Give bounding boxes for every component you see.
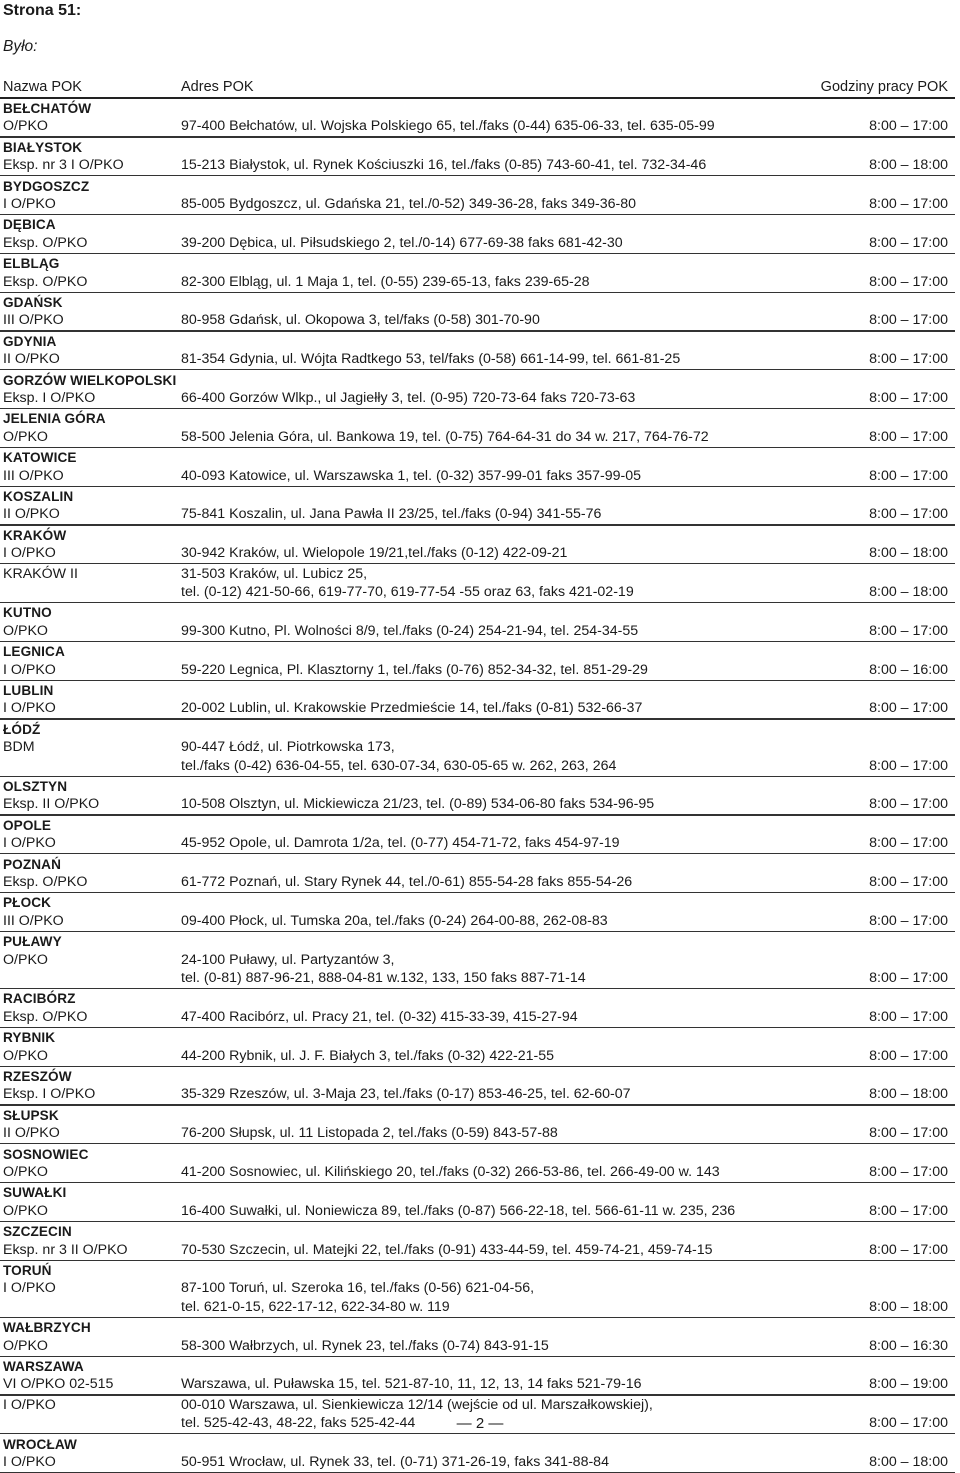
city-heading: BIAŁYSTOK	[3, 139, 83, 155]
city-heading: ŁÓDŹ	[3, 721, 41, 737]
row-divider	[0, 1104, 955, 1105]
pok-name: O/PKO	[3, 1202, 48, 1219]
pok-hours: 8:00 – 18:00	[869, 157, 948, 174]
row-divider	[0, 136, 955, 137]
pok-address: 66-400 Gorzów Wlkp., ul Jagiełły 3, tel. (0-95) 720-73-64 faks 720-73-63	[181, 390, 636, 406]
city-heading: RACIBÓRZ	[3, 991, 76, 1007]
pok-address: Warszawa, ul. Puławska 15, tel. 521-87-10, 11, 12, 13, 14 faks 521-79-16	[181, 1376, 642, 1393]
pok-hours: 8:00 – 17:00	[869, 1008, 948, 1025]
city-heading: TORUŃ	[3, 1263, 52, 1278]
pok-name: III O/PKO	[3, 467, 64, 484]
row-divider	[0, 1356, 955, 1357]
pok-name: BDM	[3, 739, 35, 756]
row-divider	[0, 892, 955, 893]
pok-address: tel. 525-42-43, 48-22, faks 525-42-44	[181, 1415, 416, 1432]
row-divider	[0, 330, 955, 331]
pok-hours: 8:00 – 17:00	[869, 835, 948, 852]
pok-address: 45-952 Opole, ul. Damrota 1/2a, tel. (0-77) 454-71-72, faks 454-97-19	[181, 835, 620, 852]
pok-address: tel. (0-12) 421-50-66, 619-77-70, 619-77-54 -55 oraz 63, faks 421-02-19	[181, 584, 634, 600]
pok-hours: 8:00 – 17:00	[869, 1415, 948, 1432]
pok-address: 15-213 Białystok, ul. Rynek Kościuszki 16, tel./faks (0-85) 743-60-41, tel. 732-34-46	[181, 157, 707, 174]
city-heading: BYDGOSZCZ	[3, 178, 90, 194]
pok-address: 20-002 Lublin, ul. Krakowskie Przedmieście 14, tel./faks (0-81) 532-66-37	[181, 700, 643, 717]
row-divider	[0, 1317, 955, 1318]
pok-hours: 8:00 – 19:00	[869, 1376, 948, 1393]
city-heading: KUTNO	[3, 605, 52, 621]
row-divider	[0, 931, 955, 932]
pok-name: KRAKÓW II	[3, 565, 78, 582]
pok-address: 10-508 Olsztyn, ul. Mickiewicza 21/23, tel. (0-89) 534-06-80 faks 534-96-95	[181, 796, 655, 813]
pok-address: 00-010 Warszawa, ul. Sienkiewicza 12/14 (wejście od ul. Marszałkowskiej),	[181, 1396, 653, 1413]
column-header-hours: Godziny pracy POK	[820, 79, 948, 95]
pok-hours: 8:00 – 17:00	[869, 1202, 948, 1219]
pok-hours: 8:00 – 17:00	[869, 912, 948, 929]
pok-hours: 8:00 – 17:00	[869, 796, 948, 813]
pok-hours: 8:00 – 17:00	[869, 196, 948, 212]
row-divider	[0, 486, 955, 487]
city-heading: GORZÓW WIELKOPOLSKI	[3, 372, 177, 388]
pok-address: 59-220 Legnica, Pl. Klasztorny 1, tel./faks (0-76) 852-34-32, tel. 851-29-29	[181, 661, 648, 678]
pok-hours: 8:00 – 17:00	[869, 970, 948, 986]
pok-name: II O/PKO	[3, 1125, 60, 1142]
pok-name: III O/PKO	[3, 912, 64, 929]
pok-name: I O/PKO	[3, 545, 56, 562]
city-heading: ELBLĄG	[3, 256, 60, 272]
city-heading: WARSZAWA	[3, 1359, 84, 1374]
pok-address: 75-841 Koszalin, ul. Jana Pawła II 23/25, tel./faks (0-94) 341-55-76	[181, 506, 602, 523]
pok-name: I O/PKO	[3, 1280, 56, 1297]
city-heading: KOSZALIN	[3, 489, 74, 504]
pok-hours: 8:00 – 17:00	[869, 351, 948, 368]
city-heading: SZCZECIN	[3, 1224, 72, 1240]
city-heading: BEŁCHATÓW	[3, 101, 92, 116]
city-heading: OLSZTYN	[3, 779, 68, 794]
row-divider	[0, 214, 955, 215]
city-heading: POZNAŃ	[3, 856, 61, 872]
row-divider	[0, 1143, 955, 1144]
pok-name: O/PKO	[3, 951, 48, 968]
row-divider	[0, 253, 955, 254]
pok-hours: 8:00 – 18:00	[869, 545, 948, 562]
pok-hours: 8:00 – 17:00	[869, 622, 948, 639]
city-heading: SŁUPSK	[3, 1107, 59, 1123]
pok-hours: 8:00 – 18:00	[869, 1298, 948, 1315]
pok-address: 50-951 Wrocław, ul. Rynek 33, tel. (0-71) 371-26-19, faks 341-88-84	[181, 1454, 609, 1470]
pok-name: I O/PKO	[3, 661, 56, 678]
pok-name: Eksp. II O/PKO	[3, 796, 100, 813]
pok-address: 99-300 Kutno, Pl. Wolności 8/9, tel./faks (0-24) 254-21-94, tel. 254-34-55	[181, 622, 639, 639]
pok-hours: 8:00 – 18:00	[869, 584, 948, 600]
pok-address: 97-400 Bełchatów, ul. Wojska Polskiego 65, tel./faks (0-44) 635-06-33, tel. 635-05-99	[181, 118, 715, 135]
city-heading: GDAŃSK	[3, 295, 63, 310]
row-divider	[0, 1394, 955, 1395]
city-heading: KRAKÓW	[3, 527, 67, 543]
row-divider	[0, 1433, 955, 1434]
city-heading: DĘBICA	[3, 217, 56, 233]
pok-address: 09-400 Płock, ul. Tumska 20a, tel./faks (0-24) 264-00-88, 262-08-83	[181, 912, 608, 929]
pok-address: 85-005 Bydgoszcz, ul. Gdańska 21, tel./0-52) 349-36-28, faks 349-36-80	[181, 196, 637, 212]
pok-address: 58-300 Wałbrzych, ul. Rynek 23, tel./faks (0-74) 843-91-15	[181, 1337, 549, 1354]
pok-address: 39-200 Dębica, ul. Piłsudskiego 2, tel./0-14) 677-69-38 faks 681-42-30	[181, 234, 623, 251]
row-divider	[0, 776, 955, 777]
pok-address: tel./faks (0-42) 636-04-55, tel. 630-07-34, 630-05-65 w. 262, 263, 264	[181, 757, 617, 774]
row-divider	[0, 1182, 955, 1183]
row-divider	[0, 1027, 955, 1028]
pok-name: III O/PKO	[3, 312, 64, 329]
pok-name: Eksp. I O/PKO	[3, 1086, 96, 1103]
row-divider	[0, 853, 955, 854]
pok-name: I O/PKO	[3, 196, 56, 212]
pok-hours: 8:00 – 17:00	[869, 1125, 948, 1142]
city-heading: RZESZÓW	[3, 1069, 72, 1084]
city-heading: RYBNIK	[3, 1030, 56, 1046]
column-header-name: Nazwa POK	[3, 79, 82, 95]
pok-name: I O/PKO	[3, 1396, 56, 1413]
pok-address: 58-500 Jelenia Góra, ul. Bankowa 19, tel. (0-75) 764-64-31 do 34 w. 217, 764-76-72	[181, 428, 709, 445]
pok-name: O/PKO	[3, 1047, 48, 1064]
row-divider	[0, 1066, 955, 1067]
row-divider	[0, 408, 955, 409]
row-divider	[0, 369, 955, 370]
pok-name: I O/PKO	[3, 835, 56, 852]
pok-address: 70-530 Szczecin, ul. Matejki 22, tel./faks (0-91) 433-44-59, tel. 459-74-21, 459-74-15	[181, 1241, 713, 1258]
pok-name: O/PKO	[3, 428, 48, 445]
pok-hours: 8:00 – 18:00	[869, 1086, 948, 1103]
city-heading: LUBLIN	[3, 683, 54, 698]
city-heading: PUŁAWY	[3, 934, 62, 950]
city-heading: OPOLE	[3, 817, 52, 833]
pok-address: 87-100 Toruń, ul. Szeroka 16, tel./faks (0-56) 621-04-56,	[181, 1280, 535, 1297]
pok-address: 44-200 Rybnik, ul. J. F. Białych 3, tel./faks (0-32) 422-21-55	[181, 1047, 554, 1064]
row-divider	[0, 602, 955, 603]
pok-name: O/PKO	[3, 1337, 48, 1354]
pok-address: 30-942 Kraków, ul. Wielopole 19/21,tel./faks (0-12) 422-09-21	[181, 545, 568, 562]
pok-address: 40-093 Katowice, ul. Warszawska 1, tel. (0-32) 357-99-01 faks 357-99-05	[181, 467, 642, 484]
pok-name: O/PKO	[3, 118, 48, 135]
row-divider	[0, 563, 955, 564]
pok-hours: 8:00 – 17:00	[869, 273, 948, 290]
pok-hours: 8:00 – 17:00	[869, 874, 948, 890]
city-heading: GDYNIA	[3, 333, 57, 349]
pok-name: Eksp. O/PKO	[3, 874, 88, 890]
pok-address: 24-100 Puławy, ul. Partyzantów 3,	[181, 951, 395, 968]
pok-name: Eksp. O/PKO	[3, 1008, 88, 1025]
pok-address: 35-329 Rzeszów, ul. 3-Maja 23, tel./faks (0-17) 853-46-25, tel. 62-60-07	[181, 1086, 631, 1103]
row-divider	[0, 1260, 955, 1261]
pok-name: O/PKO	[3, 622, 48, 639]
city-heading: WAŁBRZYCH	[3, 1320, 91, 1336]
row-divider	[0, 814, 955, 815]
pok-address: tel. 621-0-15, 622-17-12, 622-34-80 w. 119	[181, 1298, 450, 1315]
city-heading: JELENIA GÓRA	[3, 411, 106, 427]
pok-hours: 8:00 – 17:00	[869, 700, 948, 717]
row-divider	[0, 641, 955, 642]
pok-hours: 8:00 – 17:00	[869, 390, 948, 406]
row-divider	[0, 1221, 955, 1222]
pok-address: 31-503 Kraków, ul. Lubicz 25,	[181, 565, 368, 582]
pok-hours: 8:00 – 17:00	[869, 506, 948, 523]
pok-address: 81-354 Gdynia, ul. Wójta Radtkego 53, tel/faks (0-58) 661-14-99, tel. 661-81-25	[181, 351, 681, 368]
pok-hours: 8:00 – 17:00	[869, 118, 948, 135]
row-divider	[0, 988, 955, 989]
pok-name: Eksp. nr 3 I O/PKO	[3, 157, 124, 174]
pok-address: 61-772 Poznań, ul. Stary Rynek 44, tel./0-61) 855-54-28 faks 855-54-26	[181, 874, 633, 890]
pok-name: Eksp. O/PKO	[3, 234, 88, 251]
pok-name: I O/PKO	[3, 700, 56, 717]
pok-hours: 8:00 – 17:00	[869, 234, 948, 251]
pok-address: 16-400 Suwałki, ul. Noniewicza 89, tel./faks (0-87) 566-22-18, tel. 566-61-11 w. 235, 236	[181, 1202, 736, 1219]
pok-address: 47-400 Racibórz, ul. Pracy 21, tel. (0-32) 415-33-39, 415-27-94	[181, 1008, 578, 1025]
pok-hours: 8:00 – 18:00	[869, 1454, 948, 1470]
pok-name: Eksp. nr 3 II O/PKO	[3, 1241, 128, 1258]
pok-address: 41-200 Sosnowiec, ul. Kilińskiego 20, tel./faks (0-32) 266-53-86, tel. 266-49-00 w. 143	[181, 1164, 720, 1180]
row-divider	[0, 175, 955, 176]
section-label: Było:	[3, 38, 38, 55]
pok-hours: 8:00 – 17:00	[869, 428, 948, 445]
row-divider	[0, 718, 955, 719]
pok-name: I O/PKO	[3, 1454, 56, 1470]
row-divider	[0, 680, 955, 681]
pok-hours: 8:00 – 17:00	[869, 1241, 948, 1258]
pok-name: VI O/PKO 02-515	[3, 1376, 114, 1393]
row-divider	[0, 524, 955, 525]
pok-hours: 8:00 – 16:00	[869, 661, 948, 678]
pok-name: Eksp. O/PKO	[3, 273, 88, 290]
row-divider	[0, 292, 955, 293]
city-heading: SOSNOWIEC	[3, 1146, 89, 1162]
city-heading: LEGNICA	[3, 644, 65, 660]
row-divider	[0, 447, 955, 448]
pok-name: O/PKO	[3, 1164, 48, 1180]
pok-name: Eksp. I O/PKO	[3, 390, 96, 406]
pok-hours: 8:00 – 17:00	[869, 757, 948, 774]
pok-hours: 8:00 – 17:00	[869, 1047, 948, 1064]
pok-hours: 8:00 – 17:00	[869, 1164, 948, 1180]
city-heading: PŁOCK	[3, 895, 52, 911]
pok-address: 80-958 Gdańsk, ul. Okopowa 3, tel/faks (0-58) 301-70-90	[181, 312, 540, 329]
column-header-address: Adres POK	[181, 79, 254, 95]
pok-address: 76-200 Słupsk, ul. 11 Listopada 2, tel./faks (0-59) 843-57-88	[181, 1125, 558, 1142]
city-heading: KATOWICE	[3, 450, 77, 466]
page-title: Strona 51:	[3, 2, 82, 19]
pok-address: 90-447 Łódź, ul. Piotrkowska 173,	[181, 739, 395, 756]
pok-hours: 8:00 – 17:00	[869, 467, 948, 484]
city-heading: SUWAŁKI	[3, 1185, 67, 1201]
city-heading: WROCŁAW	[3, 1436, 77, 1452]
pok-address: 82-300 Elbląg, ul. 1 Maja 1, tel. (0-55) 239-65-13, faks 239-65-28	[181, 273, 590, 290]
pok-name: II O/PKO	[3, 506, 60, 523]
pok-hours: 8:00 – 16:30	[869, 1337, 948, 1354]
pok-name: II O/PKO	[3, 351, 60, 368]
page-number: — 2 —	[456, 1415, 504, 1432]
pok-hours: 8:00 – 17:00	[869, 312, 948, 329]
pok-address: tel. (0-81) 887-96-21, 888-04-81 w.132, 133, 150 faks 887-71-14	[181, 970, 586, 986]
